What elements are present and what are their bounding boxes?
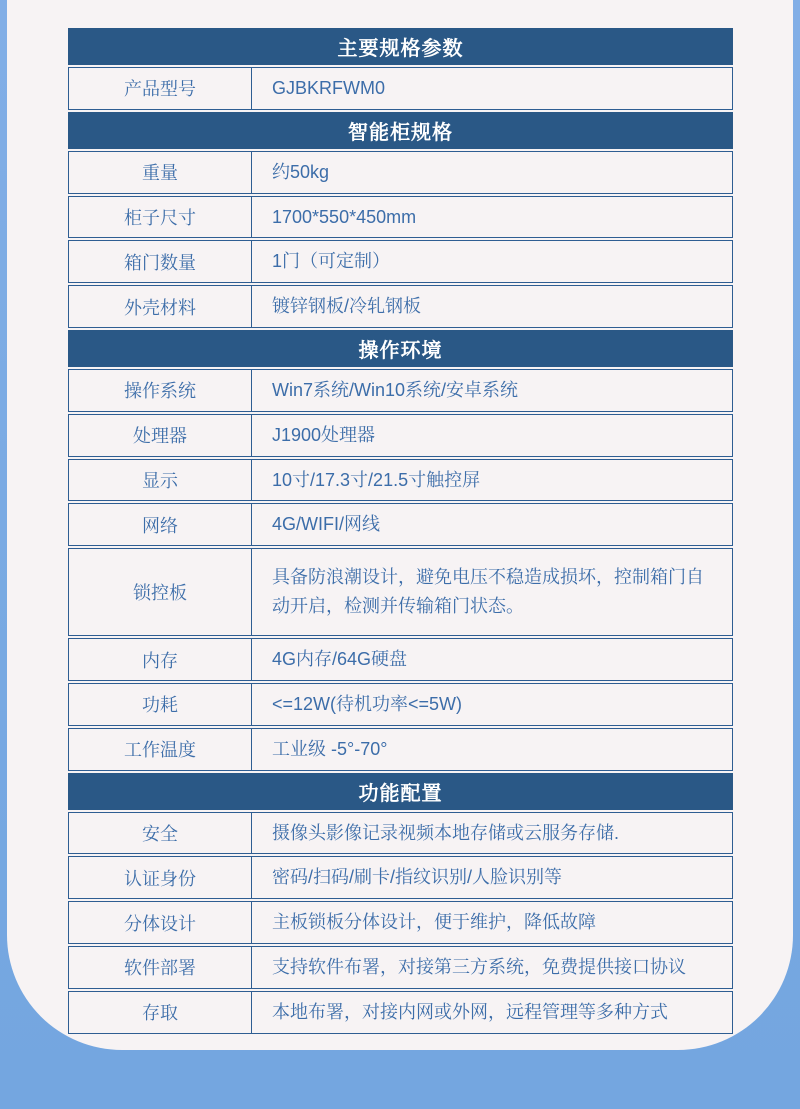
product-spec-card	[7, 0, 793, 1050]
row-label: 安全	[69, 813, 252, 854]
spec-section	[68, 330, 733, 771]
row-value: 约50kg	[272, 161, 330, 182]
table-row	[68, 285, 733, 328]
table-row	[68, 369, 733, 412]
row-value: 1门（可定制）	[272, 251, 391, 272]
row-label: 操作系统	[69, 370, 252, 411]
row-value: 密码/扫码/刷卡/指纹识别/人脸识别等	[272, 867, 563, 888]
section-header: 主要规格参数	[68, 28, 733, 65]
section-header: 操作环境	[68, 330, 733, 367]
row-value: 支持软件布署，对接第三方系统，免费提供接口协议	[272, 956, 686, 977]
row-value: 10寸/17.3寸/21.5寸触控屏	[272, 469, 481, 490]
table-row	[68, 196, 733, 239]
table-row	[68, 812, 733, 855]
table-row	[68, 728, 733, 771]
row-value: 4G/WIFI/网线	[272, 514, 380, 535]
row-label: 柜子尺寸	[69, 197, 252, 238]
table-row	[68, 683, 733, 726]
row-label: 内存	[69, 639, 252, 680]
row-label: 锁控板	[69, 549, 252, 635]
row-value: 镀锌钢板/冷轧钢板	[272, 296, 422, 317]
table-row	[68, 946, 733, 989]
table-row	[68, 991, 733, 1034]
section-header: 智能柜规格	[68, 112, 733, 149]
section-header: 功能配置	[68, 773, 733, 810]
row-value: 摄像头影像记录视频本地存储或云服务存储.	[272, 822, 619, 843]
spec-section	[68, 112, 733, 328]
row-label: 外壳材料	[69, 286, 252, 327]
row-value: J1900处理器	[272, 424, 376, 445]
row-value: 工业级 -5°-70°	[272, 738, 388, 759]
row-label: 箱门数量	[69, 241, 252, 282]
table-row	[68, 901, 733, 944]
table-row	[68, 548, 733, 636]
spec-section	[68, 773, 733, 1034]
row-value: GJBKRFWM0	[272, 78, 386, 98]
row-value: 1700*550*450mm	[272, 206, 417, 227]
row-label: 重量	[69, 152, 252, 193]
row-value: 4G内存/64G硬盘	[272, 649, 408, 670]
table-row	[68, 638, 733, 681]
table-row	[68, 856, 733, 899]
row-value: 本地布署，对接内网或外网，远程管理等多种方式	[272, 1001, 668, 1022]
row-label: 软件部署	[69, 947, 252, 988]
row-value: 具备防浪潮设计，避免电压不稳造成损坏，控制箱门自动开启，检测并传输箱门状态。	[272, 567, 704, 617]
table-row	[68, 503, 733, 546]
table-row	[68, 67, 733, 110]
row-label: 功耗	[69, 684, 252, 725]
row-label: 存取	[69, 992, 252, 1033]
table-row	[68, 240, 733, 283]
row-value: Win7系统/Win10系统/安卓系统	[272, 379, 519, 400]
row-value: 主板锁板分体设计，便于维护，降低故障	[272, 912, 596, 933]
spec-section	[68, 28, 733, 110]
row-label: 网络	[69, 504, 252, 545]
table-row	[68, 459, 733, 502]
row-label: 处理器	[69, 415, 252, 456]
row-label: 显示	[69, 460, 252, 501]
table-row	[68, 151, 733, 194]
row-value: <=12W(待机功率<=5W)	[272, 693, 463, 714]
row-label: 分体设计	[69, 902, 252, 943]
spec-table	[68, 28, 733, 1034]
table-row	[68, 414, 733, 457]
row-label: 认证身份	[69, 857, 252, 898]
row-label: 产品型号	[69, 68, 252, 109]
row-label: 工作温度	[69, 729, 252, 770]
